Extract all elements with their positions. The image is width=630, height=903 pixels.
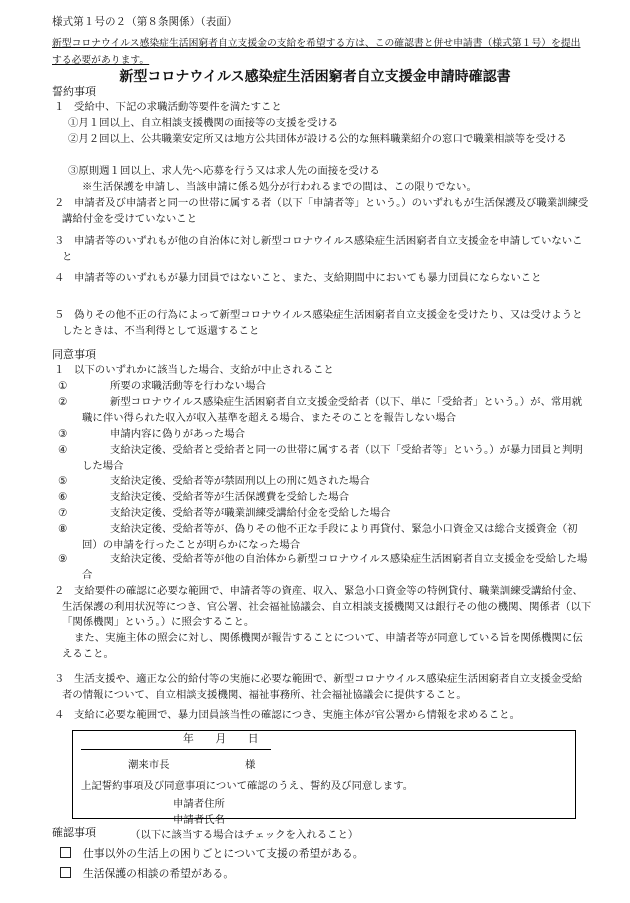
- condition-text: 支給決定後、受給者等が生活保護費を受給した場合: [110, 491, 349, 503]
- condition-number: ③: [58, 428, 68, 440]
- requirement-note: ※生活保護を申請し、当該申請に係る処分が行われるまでの間は、この限りでない。: [82, 181, 477, 193]
- document-title: 新型コロナウイルス感染症生活困窮者自立支援金申請時確認書: [119, 69, 511, 85]
- honorific: 様: [245, 759, 256, 771]
- checkbox-icon[interactable]: [60, 867, 71, 878]
- condition-number: ⑤: [58, 475, 68, 487]
- pledge-item-text: 偽りその他不正の行為によって新型コロナウイルス感染症生活困窮者自立支援金を受けたり、又は受けようとしたときは、不当利得として返還すること: [62, 309, 583, 337]
- pledge-item-text: 申請者等のいずれもが他の自治体に対し新型コロナウイルス感染症生活困窮者自立支援金を申請していないこと: [62, 235, 583, 263]
- condition-text: 所要の求職活動等を行わない場合: [110, 380, 266, 392]
- pledge-item-number: ４: [54, 272, 65, 284]
- consent-item-text: 支給に必要な範囲で、暴力団員該当性の確認につき、実施主体が官公署から情報を求めること。: [74, 709, 520, 721]
- consent-item-2b: また、実施主体の照会に対し、関係機関が報告することについて、申請者等が同意している旨を関係機関に伝えること。: [62, 632, 583, 660]
- consent-item-number: ４: [54, 709, 65, 721]
- confirm-note: （以下に該当する場合はチェックを入れること）: [130, 829, 359, 841]
- pledge-item-number: ２: [54, 197, 65, 209]
- applicant-address-field[interactable]: 申請者住所: [173, 798, 225, 810]
- check-label: 仕事以外の生活上の困りごとについて支援の希望がある。: [83, 847, 364, 860]
- check-label: 生活保護の相談の希望がある。: [83, 867, 235, 880]
- consent-statement: 上記誓約事項及び同意事項について確認のうえ、誓約及び同意します。: [81, 780, 414, 792]
- pledge-item-text: 申請者及び申請者と同一の世帯に属する者（以下「申請者等」という。）のいずれもが生活保護及び職業訓練受講給付金を受けていないこと: [62, 197, 589, 225]
- mayor-addressee: 潮来市長: [128, 759, 170, 771]
- pledge-item-text: 受給中、下記の求職活動等要件を満たすこと: [74, 101, 282, 113]
- condition-number: ⑦: [58, 507, 68, 519]
- check-item-welfare[interactable]: [60, 866, 234, 881]
- condition-text: 申請内容に偽りがあった場合: [110, 428, 245, 440]
- condition-text: 支給決定後、受給者等が禁固刑以上の刑に処された場合: [110, 475, 370, 487]
- condition-number: ⑥: [58, 491, 68, 503]
- signature-box: [72, 730, 576, 826]
- consent-heading: 同意事項: [52, 348, 96, 361]
- checkbox-icon[interactable]: [60, 847, 71, 858]
- confirm-heading: 確認事項: [52, 826, 96, 839]
- condition-text: 支給決定後、受給者等が、偽りその他不正な手段により再貸付、緊急小口資金又は総合支援資金（初回）の申請を行ったことが明らかになった場合: [82, 523, 578, 551]
- requirement-1: ①月１回以上、自立相談支援機関の面接等の支援を受ける: [68, 117, 339, 129]
- condition-number: ①: [58, 380, 68, 392]
- signature-date[interactable]: 年 月 日: [183, 732, 259, 745]
- applicant-name-field[interactable]: 申請者氏名: [173, 814, 225, 826]
- date-underline: [81, 749, 271, 750]
- consent-item-number: ２: [54, 585, 65, 597]
- consent-item-number: １: [54, 364, 65, 376]
- condition-number: ②: [58, 396, 68, 408]
- pledge-item-text: 申請者等のいずれもが暴力団員ではないこと、また、支給期間中においても暴力団員にならないこと: [74, 272, 542, 284]
- condition-text: 支給決定後、受給者と受給者と同一の世帯に属する者（以下「受給者等」という。）が暴力団員と判明した場合: [82, 444, 583, 472]
- check-item-support[interactable]: [60, 846, 364, 861]
- condition-text: 新型コロナウイルス感染症生活困窮者自立支援金受給者（以下、単に「受給者」という。）が、常用就職に伴い得られた収入が収入基準を超える場合、またそのことを報告しない場合: [82, 396, 583, 424]
- condition-text: 支給決定後、受給者等が他の自治体から新型コロナウイルス感染症生活困窮者自立支援金を受給した場合: [82, 553, 588, 581]
- requirement-2: ②月２回以上、公共職業安定所又は地方公共団体が設ける公的な無料職業紹介の窓口で職業相談等を受ける: [68, 133, 567, 145]
- consent-item-number: ３: [54, 673, 65, 685]
- condition-number: ④: [58, 444, 68, 456]
- condition-number: ⑧: [58, 523, 68, 535]
- requirement-3: ③原則週１回以上、求人先へ応募を行う又は求人先の面接を受ける: [68, 165, 380, 177]
- consent-item-text: 生活支援や、適正な公的給付等の実施に必要な範囲で、新型コロナウイルス感染症生活困窮者自立支援金受給者の情報について、自立相談支援機関、福祉事務所、社会福祉協議会に提供すること。: [62, 673, 583, 701]
- condition-number: ⑨: [58, 553, 68, 565]
- consent-item-text: 以下のいずれかに該当した場合、支給が中止されること: [74, 364, 334, 376]
- pledge-heading: 誓約事項: [52, 85, 96, 98]
- form-number: 様式第１号の２（第８条関係）（表面）: [52, 16, 238, 28]
- pledge-item-number: ５: [54, 309, 65, 321]
- condition-text: 支給決定後、受給者等が職業訓練受講給付金を受給した場合: [110, 507, 391, 519]
- consent-item-text: 支給要件の確認に必要な範囲で、申請者等の資産、収入、緊急小口資金等の特例貸付、職業訓練受講給付金、生活保護の利用状況等につき、官公署、社会福祉協議会、自立相談支援機関又は銀行その他の機関、関係者（以下「関係機関」という。）に照会すること。: [62, 585, 592, 629]
- submission-notice: 新型コロナウイルス感染症生活困窮者自立支援金の支給を希望する方は、この確認書と併せ申請書（様式第１号）を提出する必要があります。: [52, 38, 581, 66]
- pledge-item-number: １: [54, 101, 65, 113]
- pledge-item-number: ３: [54, 235, 65, 247]
